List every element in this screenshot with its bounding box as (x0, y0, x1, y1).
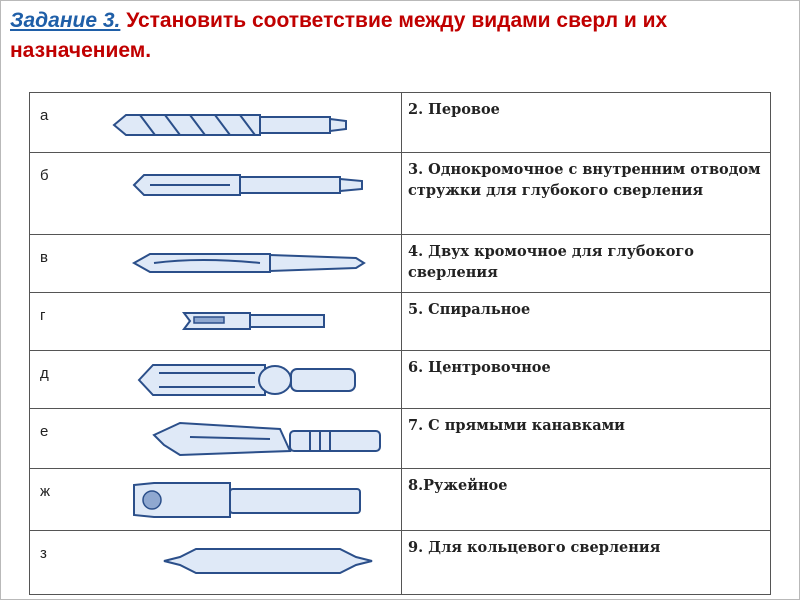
task-text: Установить соответствие между видами сверл и их назначением. (10, 9, 668, 62)
table-row (30, 409, 771, 469)
task-title (10, 6, 790, 66)
drill-cell-a (30, 93, 402, 153)
purpose-cell: 6. Центровочное (402, 351, 771, 409)
drill-cell-z (30, 531, 402, 595)
purpose-cell: 2. Перовое (402, 93, 771, 153)
gun-drill-image (180, 303, 330, 339)
task-number: Задание 3. (10, 9, 121, 32)
purpose-cell: 8.Ружейное (402, 469, 771, 531)
twist-drill-image (110, 107, 350, 143)
row-letter: ж (40, 483, 51, 500)
row-letter: г (40, 307, 46, 324)
table-row (30, 153, 771, 235)
straight-flute-drill-image (135, 357, 365, 403)
drill-cell-g (30, 293, 402, 351)
table-row (30, 235, 771, 293)
drill-cell-b (30, 153, 402, 235)
purpose-cell: 7. С прямыми канавками (402, 409, 771, 469)
annular-drill-image (130, 475, 370, 525)
drill-cell-zh (30, 469, 402, 531)
row-letter: в (40, 249, 48, 266)
row-letter: а (40, 107, 49, 124)
center-drill-image (160, 541, 380, 581)
table-row (30, 293, 771, 351)
drill-cell-d (30, 351, 402, 409)
row-letter: е (40, 423, 49, 440)
matching-table (29, 92, 771, 595)
drill-cell-e (30, 409, 402, 469)
row-letter: з (40, 545, 47, 562)
table-row (30, 93, 771, 153)
purpose-cell: 5. Спиральное (402, 293, 771, 351)
double-edge-drill-image (130, 245, 370, 281)
row-letter: б (40, 167, 49, 184)
row-letter: д (40, 365, 49, 382)
spade-drill-image (150, 415, 390, 463)
purpose-cell: 3. Однокромочное с внутренним отводом стружки для глубокого сверления (402, 153, 771, 235)
single-edge-drill-image (130, 165, 370, 205)
table-row (30, 469, 771, 531)
table-row (30, 351, 771, 409)
purpose-cell: 9. Для кольцевого сверления (402, 531, 771, 595)
drill-cell-v (30, 235, 402, 293)
table-row (30, 531, 771, 595)
purpose-cell: 4. Двух кромочное для глубокого сверления (402, 235, 771, 293)
